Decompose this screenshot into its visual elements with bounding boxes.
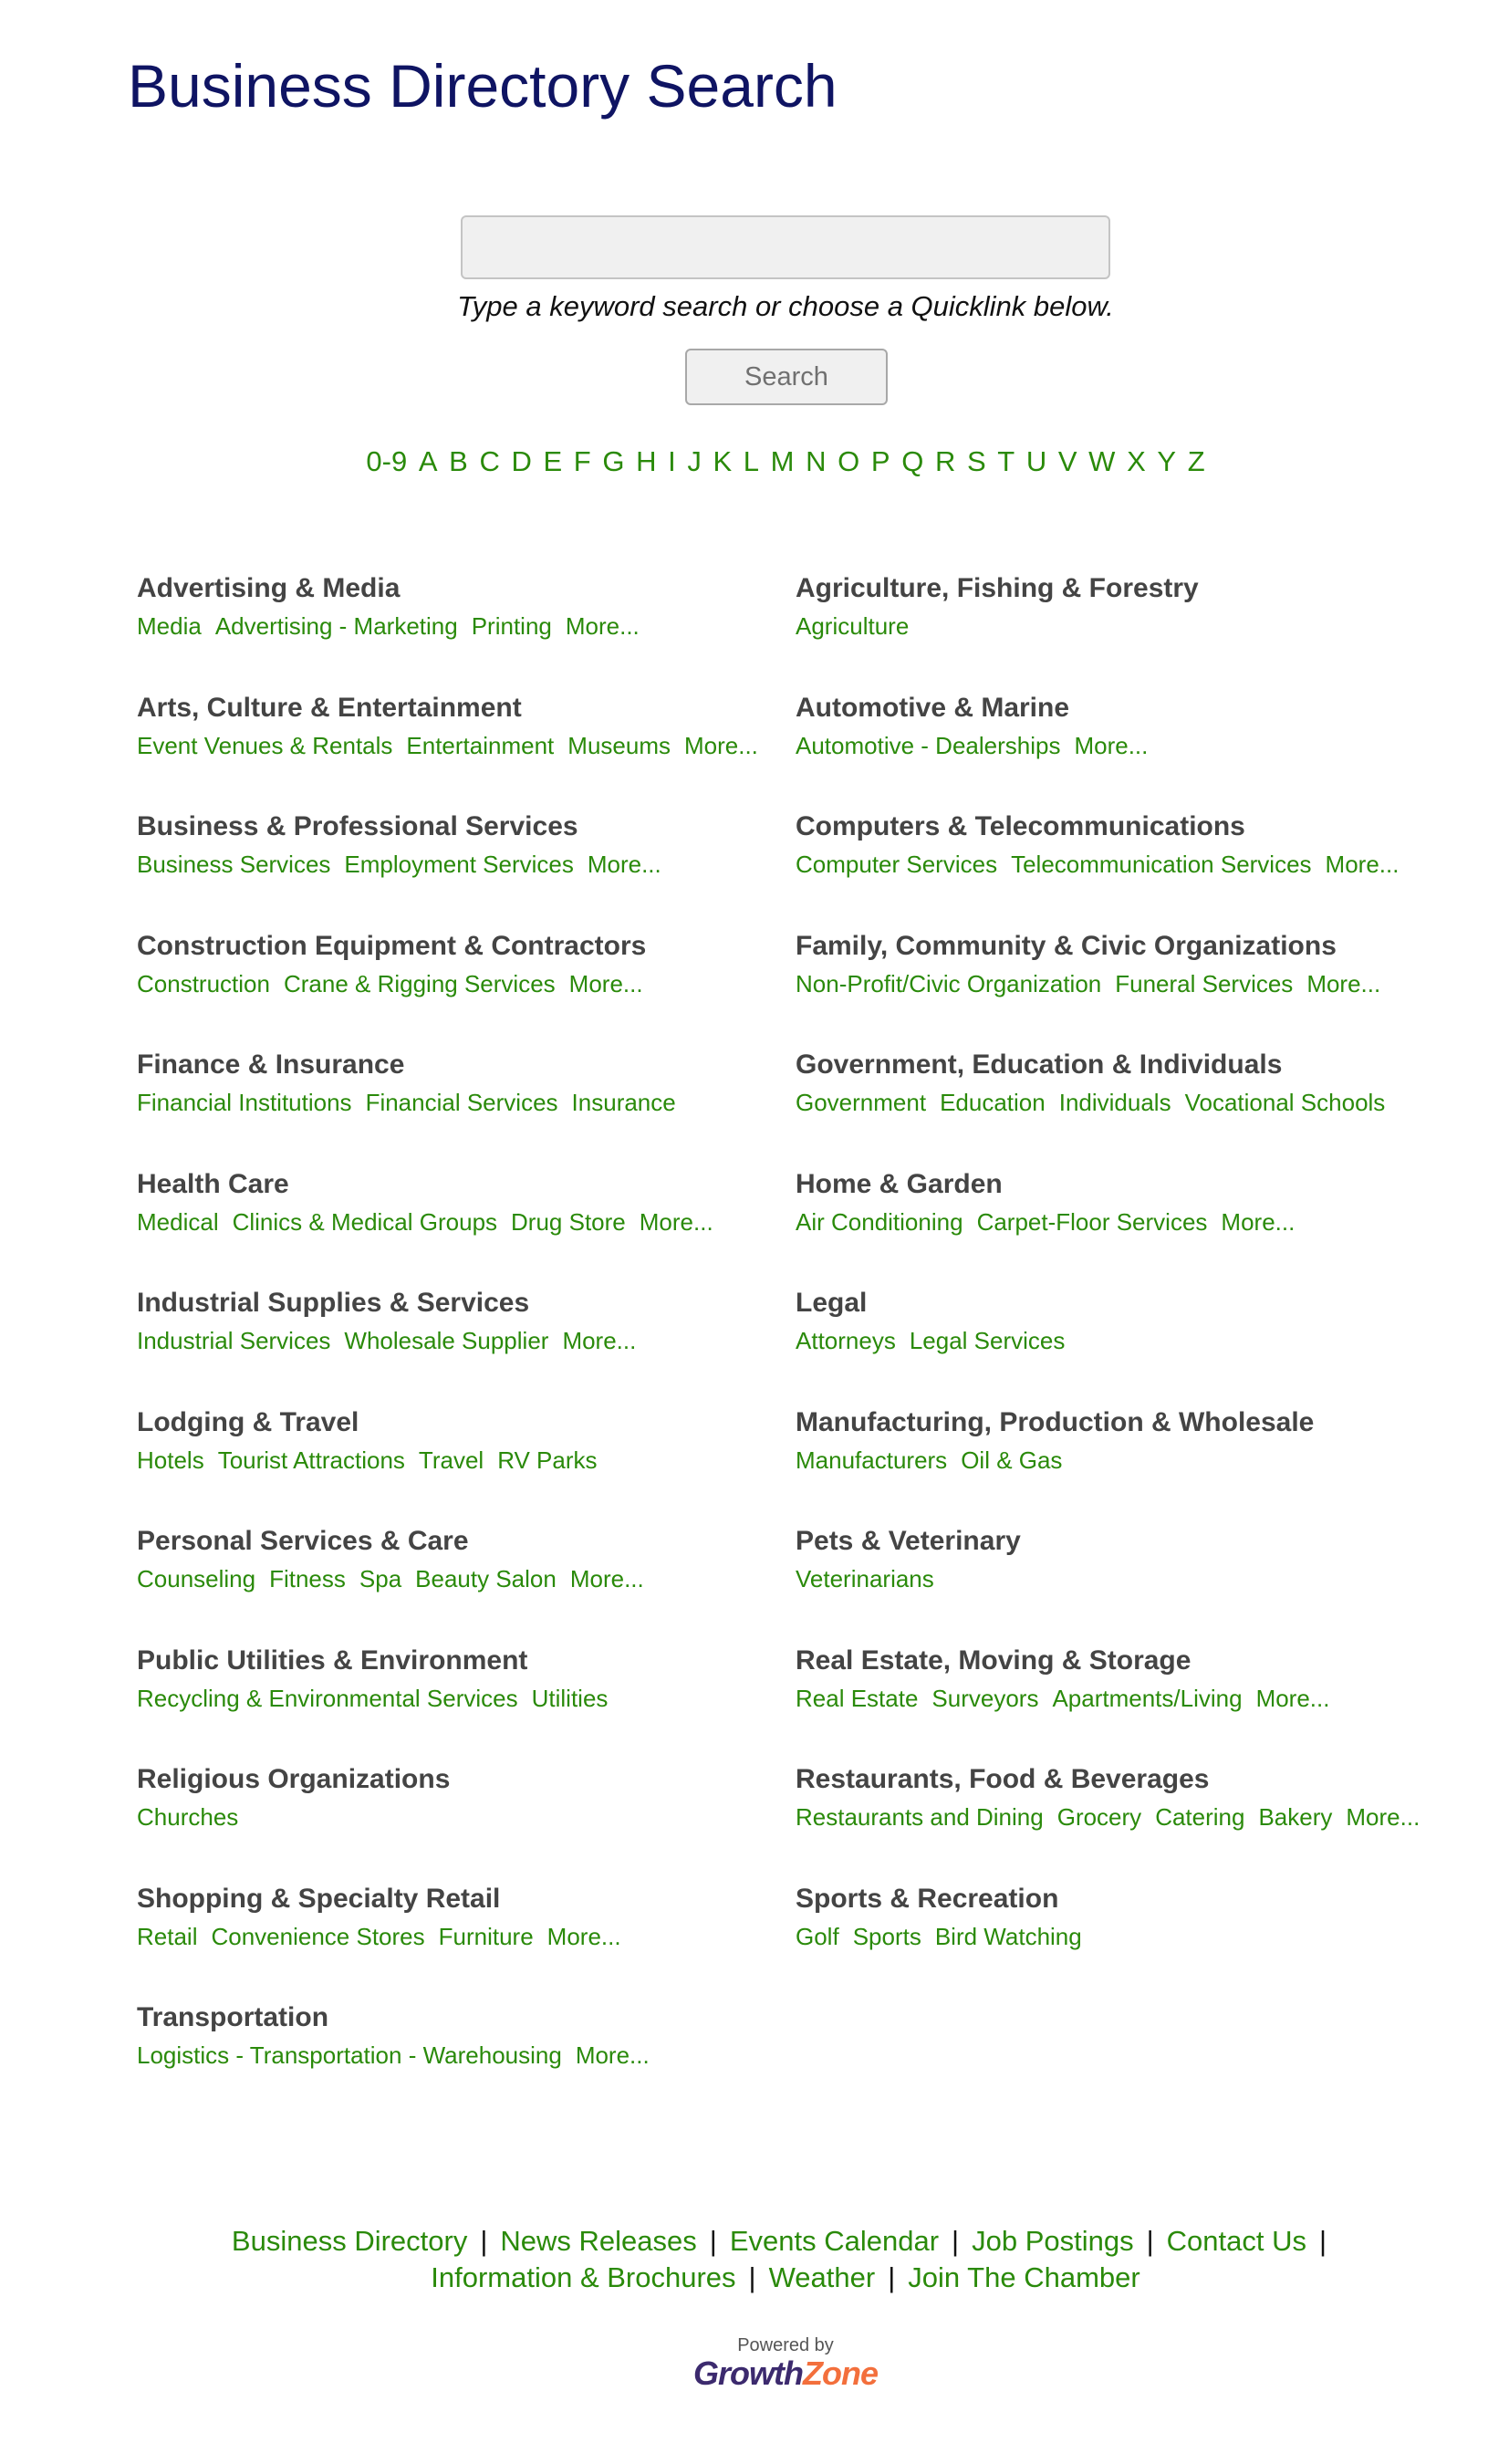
quicklink-entertainment[interactable]: Entertainment [406,731,555,759]
alpha-link-j[interactable]: J [687,445,702,477]
category-title[interactable]: Automotive & Marine [796,692,1070,723]
quicklink-bird-watching[interactable]: Bird Watching [934,1922,1082,1950]
more-link[interactable]: More... [639,1207,713,1236]
category-business-and-professional-services [137,808,796,927]
category-title[interactable]: Sports & Recreation [796,1883,1059,1914]
quicklink-museums[interactable]: Museums [567,731,671,759]
quicklink-industrial-services[interactable]: Industrial Services [137,1327,331,1354]
category-links [796,1086,1469,1119]
footer-separator: | [952,2225,960,2257]
quicklink-crane-and-rigging-services[interactable]: Crane & Rigging Services [283,969,556,997]
alpha-link-z[interactable]: Z [1187,445,1205,477]
footer-separator: | [888,2261,896,2293]
category-links [137,729,796,762]
quicklink-real-estate[interactable]: Real Estate [796,1684,919,1712]
alpha-link-m[interactable]: M [770,445,795,477]
quicklink-education[interactable]: Education [940,1089,1046,1116]
quicklink-air-conditioning[interactable]: Air Conditioning [796,1207,963,1236]
quicklink-catering[interactable]: Catering [1155,1803,1245,1831]
category-title[interactable]: Industrial Supplies & Services [137,1288,530,1318]
category-title[interactable]: Advertising & Media [137,573,401,603]
category-links [137,1801,796,1833]
category-title[interactable]: Agriculture, Fishing & Forestry [796,573,1199,603]
page-title: Business Directory Search [128,52,838,120]
category-legal [796,1284,1469,1404]
quicklink-attorneys[interactable]: Attorneys [796,1327,896,1354]
alpha-link-b[interactable]: B [449,445,468,477]
quicklink-computer-services[interactable]: Computer Services [796,851,998,878]
footer-link-join-the-chamber[interactable]: Join The Chamber [908,2261,1140,2293]
category-links [796,1206,1469,1238]
quicklink-carpet-floor-services[interactable]: Carpet-Floor Services [976,1207,1208,1236]
quicklink-manufacturers[interactable]: Manufacturers [796,1446,948,1474]
quicklink-clinics-and-medical-groups[interactable]: Clinics & Medical Groups [232,1207,498,1236]
quicklink-individuals[interactable]: Individuals [1058,1089,1171,1116]
category-pets-and-veterinary [796,1522,1469,1642]
more-link[interactable]: More... [1255,1684,1330,1712]
category-religious-organizations [137,1760,796,1880]
category-links [796,1444,1469,1477]
category-title[interactable]: Real Estate, Moving & Storage [796,1644,1191,1676]
footer-link-information-and-brochures[interactable]: Information & Brochures [431,2261,736,2293]
quicklink-oil-and-gas[interactable]: Oil & Gas [961,1446,1063,1474]
category-links [137,1562,796,1595]
category-sports-and-recreation [796,1880,1469,1999]
more-link[interactable]: More... [565,612,640,640]
category-links [137,2039,796,2072]
alpha-link-t[interactable]: T [997,445,1015,477]
more-link[interactable]: More... [1221,1207,1295,1236]
search-hint: Type a keyword search or choose a Quicklink below. [457,290,1114,322]
quicklink-insurance[interactable]: Insurance [571,1089,676,1116]
category-title[interactable]: Religious Organizations [137,1764,451,1794]
brand-zone: Zone [802,2354,878,2392]
category-title[interactable]: Personal Services & Care [137,1526,469,1556]
quicklink-surveyors[interactable]: Surveyors [931,1684,1039,1712]
alpha-link-l[interactable]: L [743,445,760,477]
quicklink-travel[interactable]: Travel [418,1446,484,1474]
footer-nav-line-2 [0,2260,1488,2296]
quicklink-agriculture[interactable]: Agriculture [796,612,910,640]
quicklink-fitness[interactable]: Fitness [269,1565,346,1592]
category-finance-and-insurance [137,1046,796,1165]
brand-growth: Growth [693,2354,803,2392]
alpha-link-c[interactable]: C [479,445,500,477]
category-title[interactable]: Public Utilities & Environment [137,1644,528,1676]
category-links [796,967,1469,1000]
category-industrial-supplies-and-services [137,1284,796,1404]
more-link[interactable]: More... [562,1327,637,1354]
category-links [796,610,1469,642]
alpha-link-w[interactable]: W [1088,445,1116,477]
powered-by-label: Powered by [737,2335,834,2355]
alpha-link-d[interactable]: D [511,445,532,477]
category-title[interactable]: Transportation [137,2002,329,2032]
quicklink-retail[interactable]: Retail [137,1922,198,1950]
category-title[interactable]: Finance & Insurance [137,1049,405,1080]
quicklink-printing[interactable]: Printing [471,612,552,640]
category-title[interactable]: Construction Equipment & Contractors [137,930,647,961]
footer-separator: | [480,2225,488,2257]
category-title[interactable]: Restaurants, Food & Beverages [796,1764,1210,1794]
category-links [796,1801,1469,1833]
more-link[interactable]: More... [569,1565,644,1592]
quicklink-beauty-salon[interactable]: Beauty Salon [415,1565,557,1592]
category-title[interactable]: Government, Education & Individuals [796,1049,1283,1080]
quicklink-spa[interactable]: Spa [359,1565,402,1592]
category-title[interactable]: Arts, Culture & Entertainment [137,692,522,723]
category-real-estate-moving-and-storage [796,1642,1469,1761]
quicklink-media[interactable]: Media [137,612,202,640]
category-agriculture-fishing-and-forestry [796,569,1469,689]
quicklink-legal-services[interactable]: Legal Services [909,1327,1066,1354]
category-title[interactable]: Health Care [137,1168,289,1199]
category-links [796,848,1469,881]
quicklink-government[interactable]: Government [796,1089,927,1116]
alpha-link-a[interactable]: A [418,445,438,477]
quicklink-churches[interactable]: Churches [137,1803,239,1831]
category-construction-equipment-and-contractors [137,927,796,1047]
category-restaurants-food-and-beverages [796,1760,1469,1880]
alpha-link-i[interactable]: I [668,445,676,477]
quicklink-wholesale-supplier[interactable]: Wholesale Supplier [344,1327,549,1354]
more-link[interactable]: More... [1306,969,1381,997]
alpha-link-r[interactable]: R [934,445,956,477]
footer-separator: | [748,2261,756,2293]
quicklink-convenience-stores[interactable]: Convenience Stores [211,1922,425,1950]
category-arts-culture-and-entertainment [137,689,796,809]
quicklink-golf[interactable]: Golf [796,1922,839,1950]
alpha-link-h[interactable]: H [636,445,657,477]
category-links [137,1206,796,1238]
category-links [137,967,796,1000]
quicklink-drug-store[interactable]: Drug Store [511,1207,626,1236]
category-title[interactable]: Lodging & Travel [137,1406,359,1437]
category-title[interactable]: Home & Garden [796,1168,1003,1199]
footer-nav-line-1 [0,2223,1488,2260]
alpha-link-k[interactable]: K [713,445,733,477]
more-link[interactable]: More... [1346,1803,1420,1831]
quicklink-rv-parks[interactable]: RV Parks [497,1446,598,1474]
category-links [137,1086,796,1119]
quicklink-financial-services[interactable]: Financial Services [365,1089,558,1116]
footer-separator: | [1319,2225,1327,2257]
category-title[interactable]: Computers & Telecommunications [796,811,1245,841]
powered-by-logo[interactable] [0,2334,1488,2391]
category-grid [137,569,1469,2118]
alpha-link-v[interactable]: V [1057,445,1077,477]
alpha-link-u[interactable]: U [1025,445,1047,477]
quicklink-telecommunication-services[interactable]: Telecommunication Services [1011,851,1312,878]
quicklink-non-profit-civic-organization[interactable]: Non-Profit/Civic Organization [796,969,1102,997]
alpha-link-x[interactable]: X [1127,445,1146,477]
quicklink-construction[interactable]: Construction [137,969,270,997]
category-links [796,1682,1469,1715]
quicklink-grocery[interactable]: Grocery [1056,1803,1142,1831]
category-computers-and-telecommunications [796,808,1469,927]
footer-separator: | [1146,2225,1154,2257]
category-government-education-and-individuals [796,1046,1469,1165]
alpha-link-e[interactable]: E [543,445,563,477]
category-title[interactable]: Shopping & Specialty Retail [137,1883,501,1914]
footer-nav [0,2223,1488,2296]
category-shopping-and-specialty-retail [137,1880,796,1999]
quicklink-financial-institutions[interactable]: Financial Institutions [137,1089,352,1116]
category-links [137,1444,796,1477]
alphabet-nav [0,445,1488,478]
alpha-link-p[interactable]: P [870,445,890,477]
category-title[interactable]: Manufacturing, Production & Wholesale [796,1406,1315,1437]
quicklink-recycling-and-environmental-services[interactable]: Recycling & Environmental Services [137,1684,518,1712]
quicklink-logistics-transportation-warehousing[interactable]: Logistics - Transportation - Warehousing [137,2041,562,2069]
more-link[interactable]: More... [568,969,643,997]
footer-link-weather[interactable]: Weather [768,2261,876,2293]
quicklink-business-services[interactable]: Business Services [137,851,331,878]
footer-link-events-calendar[interactable]: Events Calendar [729,2225,940,2257]
quicklink-hotels[interactable]: Hotels [137,1446,204,1474]
category-automotive-and-marine [796,689,1469,809]
quicklink-bakery[interactable]: Bakery [1258,1803,1333,1831]
category-links [137,610,796,642]
quicklink-sports[interactable]: Sports [852,1922,921,1950]
category-links [796,1920,1469,1953]
alpha-link-y[interactable]: Y [1157,445,1177,477]
alpha-link-g[interactable]: G [602,445,625,477]
quicklink-event-venues-and-rentals[interactable]: Event Venues & Rentals [137,731,393,759]
category-links [137,1682,796,1715]
category-title[interactable]: Pets & Veterinary [796,1526,1021,1556]
alpha-link-q[interactable]: Q [901,445,924,477]
category-family-community-and-civic-organizations [796,927,1469,1047]
category-public-utilities-and-environment [137,1642,796,1761]
category-title[interactable]: Family, Community & Civic Organizations [796,930,1337,961]
quicklink-tourist-attractions[interactable]: Tourist Attractions [217,1446,405,1474]
alpha-link-f[interactable]: F [573,445,591,477]
alpha-link-o[interactable]: O [838,445,860,477]
quicklink-veterinarians[interactable]: Veterinarians [796,1565,934,1592]
category-home-and-garden [796,1165,1469,1285]
category-health-care [137,1165,796,1285]
category-title[interactable]: Legal [796,1288,868,1318]
search-button[interactable]: Search [685,349,888,405]
more-link[interactable]: More... [546,1922,621,1950]
category-lodging-and-travel [137,1404,796,1523]
alpha-link-n[interactable]: N [806,445,827,477]
category-links [137,848,796,881]
category-links [137,1920,796,1953]
growthzone-logo [0,2356,1488,2391]
category-manufacturing-production-and-wholesale [796,1404,1469,1523]
category-links [796,1562,1469,1595]
category-personal-services-and-care [137,1522,796,1642]
alpha-link-s[interactable]: S [966,445,986,477]
quicklink-employment-services[interactable]: Employment Services [344,851,574,878]
category-links [796,729,1469,762]
category-links [796,1324,1469,1357]
quicklink-furniture[interactable]: Furniture [438,1922,534,1950]
more-link[interactable]: More... [683,731,758,759]
quicklink-funeral-services[interactable]: Funeral Services [1115,969,1294,997]
quicklink-advertising-marketing[interactable]: Advertising - Marketing [214,612,458,640]
more-link[interactable]: More... [1074,731,1149,759]
quicklink-counseling[interactable]: Counseling [137,1565,256,1592]
footer-link-business-directory[interactable]: Business Directory [231,2225,468,2257]
more-link[interactable]: More... [1325,851,1400,878]
category-transportation [137,1999,796,2118]
quicklink-restaurants-and-dining[interactable]: Restaurants and Dining [796,1803,1044,1831]
footer-separator: | [709,2225,717,2257]
more-link[interactable]: More... [575,2041,650,2069]
alpha-link-0-9[interactable]: 0-9 [366,445,408,477]
quicklink-vocational-schools[interactable]: Vocational Schools [1184,1089,1386,1116]
quicklink-utilities[interactable]: Utilities [531,1684,609,1712]
more-link[interactable]: More... [587,851,661,878]
footer-link-contact-us[interactable]: Contact Us [1166,2225,1306,2257]
quicklink-automotive-dealerships[interactable]: Automotive - Dealerships [796,731,1061,759]
category-links [137,1324,796,1357]
footer-link-job-postings[interactable]: Job Postings [972,2225,1134,2257]
category-title[interactable]: Business & Professional Services [137,811,578,841]
quicklink-apartments-living[interactable]: Apartments/Living [1052,1684,1243,1712]
footer-link-news-releases[interactable]: News Releases [500,2225,697,2257]
quicklink-medical[interactable]: Medical [137,1207,219,1236]
category-advertising-and-media [137,569,796,689]
search-input[interactable] [461,215,1110,279]
